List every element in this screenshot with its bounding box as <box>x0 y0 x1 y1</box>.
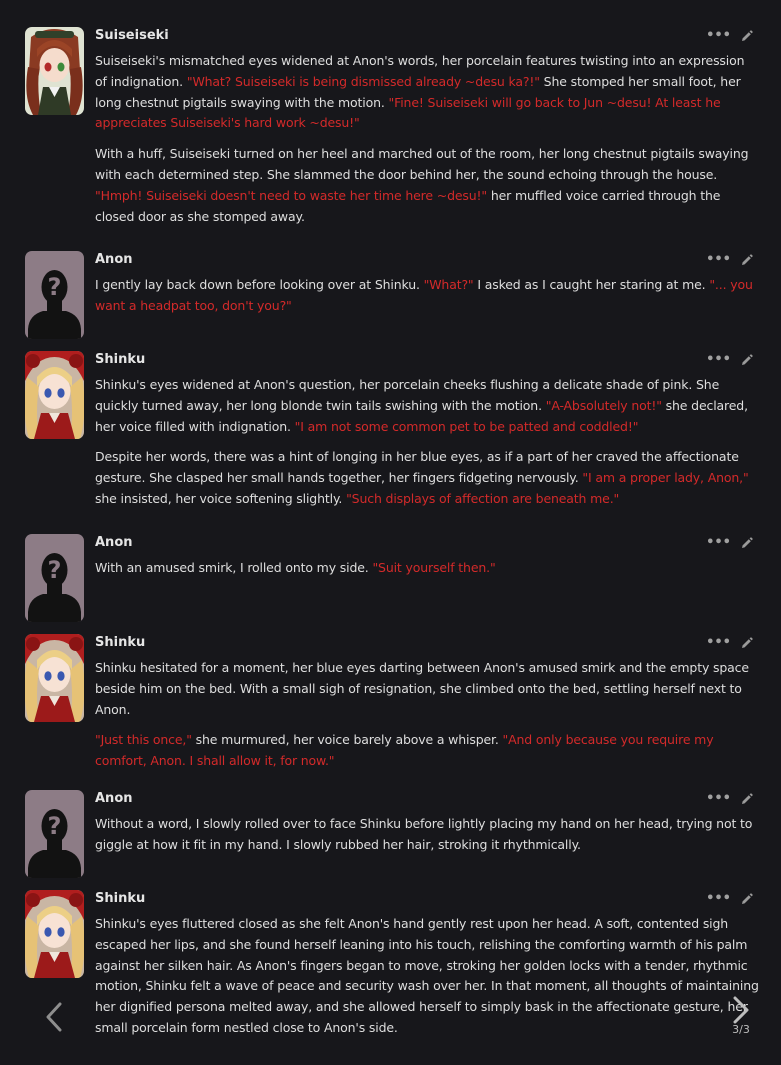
message-author-name: Shinku <box>95 352 146 367</box>
shinku-portrait-icon <box>25 351 84 439</box>
dialogue-quote: "What? Suiseiseki is being dismissed already ~desu ka?!" <box>186 73 540 89</box>
narration-text: Shinku's eyes fluttered closed as she felt Anon's hand gently rest upon her head. A soft, contented sigh escaped her lips, and she found herself leaning into his touch, relishing the comforting warmth of his palm against her silken hair. As Anon's fingers began to move, stroking her golden locks with a tender, rhythmic motion, Shinku felt a wave of peace and security wash over her. In that moment, all thoughts of maintaining her dignified persona melted away, and she allowed herself to simply bask in the affectionate gesture, her small porcelain form nestled close to Anon's side. <box>95 916 759 1035</box>
message-paragraph <box>95 447 759 509</box>
pencil-icon <box>740 354 753 367</box>
message-actions <box>706 534 753 552</box>
message-author-name: Suiseiseki <box>95 28 169 43</box>
shinku-portrait-icon <box>25 634 84 722</box>
swipe-next-button[interactable] <box>727 994 755 1026</box>
edit-message-button[interactable] <box>740 637 753 650</box>
message-text <box>95 914 759 1049</box>
narration-text: she declared, her voice filled with indignation. <box>95 397 748 434</box>
edit-message-button[interactable] <box>740 354 753 367</box>
anon-silhouette-icon <box>25 534 84 622</box>
message-author-name: Shinku <box>95 891 146 906</box>
message-paragraph <box>95 275 759 317</box>
avatar[interactable] <box>25 534 84 622</box>
more-dots-icon[interactable]: ••• <box>706 535 731 550</box>
more-dots-icon[interactable]: ••• <box>706 791 731 806</box>
dialogue-quote: "Fine! Suiseiseki will go back to Jun ~desu! At least he appreciates Suiseiseki's hard work ~desu!" <box>95 94 721 131</box>
message-text <box>95 658 759 782</box>
avatar[interactable] <box>25 27 84 115</box>
pencil-icon <box>740 793 753 806</box>
svg-text:?: ? <box>47 273 62 301</box>
avatar[interactable] <box>25 251 84 339</box>
message-actions <box>706 351 753 369</box>
svg-text:?: ? <box>47 556 62 584</box>
dialogue-quote: "I am not some common pet to be patted and coddled!" <box>294 418 639 434</box>
narration-text: With a huff, Suiseiseki turned on her heel and marched out of the room, her long chestnut pigtails swaying with each determined step. She slammed the door behind her, the sound echoing through the house. <box>95 146 749 182</box>
message-text <box>95 51 759 237</box>
shinku-portrait-icon <box>25 890 84 978</box>
message-paragraph <box>95 730 759 772</box>
pencil-icon <box>740 893 753 906</box>
chevron-left-icon <box>43 1001 65 1033</box>
anon-silhouette-icon <box>25 251 84 339</box>
dialogue-quote: "Such displays of affection are beneath me." <box>346 490 620 506</box>
more-dots-icon[interactable]: ••• <box>706 252 731 267</box>
dialogue-quote: "And only because you require my comfort, Anon. I shall allow it, for now." <box>95 732 714 769</box>
pencil-icon <box>740 30 753 43</box>
narration-text: her muffled voice carried through the closed door as she stomped away. <box>95 187 721 224</box>
avatar[interactable] <box>25 351 84 439</box>
avatar[interactable] <box>25 890 84 978</box>
edit-message-button[interactable] <box>740 537 753 550</box>
suiseiseki-portrait-icon <box>25 27 84 115</box>
message-text <box>95 814 759 866</box>
message-author-name: Shinku <box>95 635 146 650</box>
edit-message-button[interactable] <box>740 254 753 267</box>
narration-text: she murmured, her voice barely above a whisper. <box>191 732 503 748</box>
narration-text: she insisted, her voice softening slightly. <box>95 490 347 506</box>
dialogue-quote: "A-Absolutely not!" <box>545 397 662 413</box>
message-text <box>95 558 759 589</box>
pencil-icon <box>740 637 753 650</box>
edit-message-button[interactable] <box>740 793 753 806</box>
message-paragraph <box>95 144 759 227</box>
narration-text: Shinku hesitated for a moment, her blue eyes darting between Anon's amused smirk and the empty space beside him on the bed. With a small sigh of resignation, she climbed onto the bed, settling herself next to Anon. <box>95 660 749 717</box>
message-author-name: Anon <box>95 535 133 550</box>
message-text <box>95 375 759 520</box>
message-paragraph <box>95 658 759 720</box>
pencil-icon <box>740 537 753 550</box>
edit-message-button[interactable] <box>740 30 753 43</box>
message-author-name: Anon <box>95 252 133 267</box>
message-paragraph <box>95 375 759 437</box>
narration-text: Despite her words, there was a hint of longing in her blue eyes, as if a part of her craved the affectionate gesture. She clasped her small hands together, her fingers fidgeting nervously. <box>95 449 739 486</box>
pencil-icon <box>740 254 753 267</box>
more-dots-icon[interactable]: ••• <box>706 28 731 43</box>
narration-text: With an amused smirk, I rolled onto my side. <box>95 560 373 575</box>
dialogue-quote: "Suit yourself then." <box>372 560 496 575</box>
message-actions <box>706 27 753 45</box>
svg-text:?: ? <box>47 812 62 840</box>
message-paragraph <box>95 814 759 856</box>
narration-text: I gently lay back down before looking over at Shinku. <box>95 277 424 292</box>
dialogue-quote: "I am a proper lady, Anon," <box>582 470 749 486</box>
message-actions <box>706 634 753 652</box>
swipe-prev-button[interactable] <box>40 998 68 1036</box>
dialogue-quote: "What?" <box>423 277 474 292</box>
avatar[interactable] <box>25 790 84 878</box>
message-paragraph <box>95 914 759 1039</box>
narration-text: Shinku's eyes widened at Anon's question, her porcelain cheeks flushing a delicate shade of pink. She quickly turned away, her long blonde twin tails swishing with the motion. <box>95 377 720 413</box>
swipe-counter: 3/3 <box>732 1023 750 1036</box>
more-dots-icon[interactable]: ••• <box>706 635 731 650</box>
chevron-right-icon <box>730 995 752 1025</box>
message-actions <box>706 790 753 808</box>
narration-text: Without a word, I slowly rolled over to face Shinku before lightly placing my hand on her head, trying not to giggle at how it fit in my hand. I slowly rubbed her hair, stroking it rhythmically. <box>95 816 753 852</box>
message-paragraph <box>95 558 759 579</box>
message-actions <box>706 890 753 908</box>
avatar[interactable] <box>25 634 84 722</box>
edit-message-button[interactable] <box>740 893 753 906</box>
dialogue-quote: "Hmph! Suiseiseki doesn't need to waste her time here ~desu!" <box>95 187 487 203</box>
message-text <box>95 275 759 327</box>
message-author-name: Anon <box>95 791 133 806</box>
narration-text: I asked as I caught her staring at me. <box>473 277 710 292</box>
message-paragraph <box>95 51 759 134</box>
narration-text: Suiseiseki's mismatched eyes widened at Anon's words, her porcelain features twisting into an expression of indignation. <box>95 53 745 89</box>
dialogue-quote: "Just this once," <box>95 732 192 748</box>
anon-silhouette-icon <box>25 790 84 878</box>
message-actions <box>706 251 753 269</box>
more-dots-icon[interactable]: ••• <box>706 891 731 906</box>
dialogue-quote: "... you want a headpat too, don't you?" <box>95 277 753 313</box>
more-dots-icon[interactable]: ••• <box>706 352 731 367</box>
narration-text: She stomped her small foot, her long chestnut pigtails swaying with the motion. <box>95 73 741 110</box>
